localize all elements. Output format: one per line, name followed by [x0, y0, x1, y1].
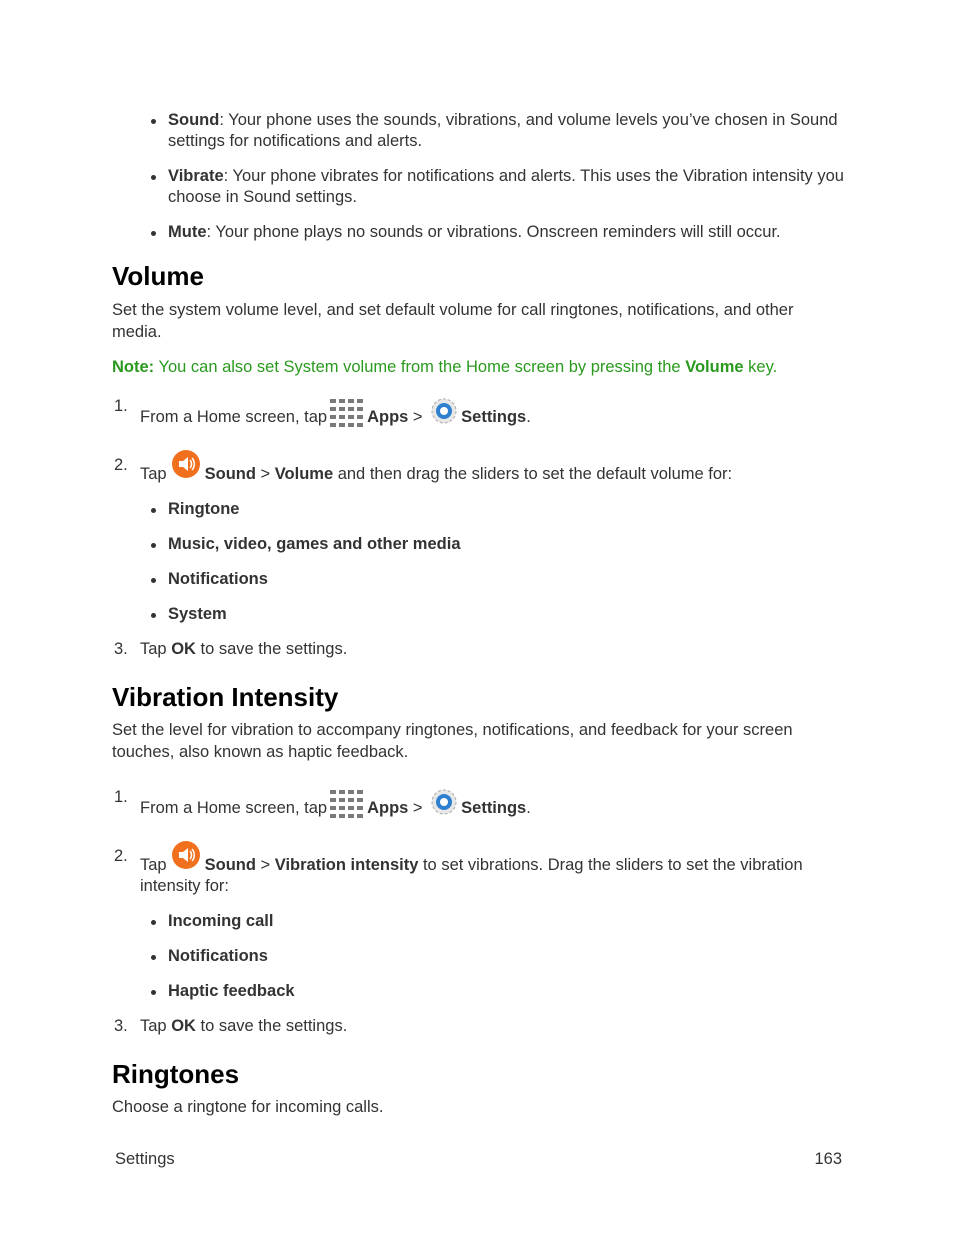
ringtones-description: Choose a ringtone for incoming calls.: [112, 1098, 384, 1116]
page-number: 163: [814, 1150, 842, 1168]
sound-icon: [171, 840, 201, 870]
bullet-mute: Mute: Your phone plays no sounds or vibrations. Onscreen reminders will still occur.: [112, 222, 844, 243]
vibration-step-2: 2. Tap Sound > Vibration intensity to set vibrations. Drag the sliders to set the vibration intensity for:: [112, 846, 844, 897]
bullet-sound: Sound: Your phone uses the sounds, vibrations, and volume levels you’ve chosen in Sound settings for notifications and alerts.: [112, 110, 844, 152]
volume-options-list: [112, 499, 844, 625]
list-item: Notifications: [112, 569, 844, 590]
vibration-options-list: [112, 911, 844, 1002]
bullet-vibrate: Vibrate: Your phone vibrates for notifications and alerts. This uses the Vibration intensity you choose in Sound settings.: [112, 166, 844, 208]
footer-section: Settings: [115, 1150, 175, 1168]
volume-step-1: 1. From a Home screen, tap Apps > Settings.: [112, 396, 844, 428]
page-content: [112, 110, 844, 1118]
vibration-description: Set the level for vibration to accompany ringtones, notifications, and feedback for your screen touches, also known as haptic feedback.: [112, 721, 793, 761]
list-item: Haptic feedback: [112, 981, 844, 1002]
apps-icon: [329, 398, 365, 430]
volume-description: Set the system volume level, and set default volume for call ringtones, notifications, and other media.: [112, 301, 794, 341]
vibration-step-3: 3. Tap OK to save the settings.: [114, 1017, 348, 1035]
apps-icon: [329, 789, 365, 821]
list-item: Notifications: [112, 946, 844, 967]
list-item: Incoming call: [112, 911, 844, 932]
volume-note: Note: You can also set System volume from the Home screen by pressing the Volume key.: [112, 358, 778, 376]
heading-volume: Volume: [112, 261, 204, 291]
volume-step-2: 2. Tap Sound > Volume and then drag the sliders to set the default volume for:: [112, 455, 844, 485]
sound-icon: [171, 449, 201, 479]
list-item: System: [112, 604, 844, 625]
page-footer: [115, 1150, 842, 1169]
list-item: Ringtone: [112, 499, 844, 520]
heading-vibration-intensity: Vibration Intensity: [112, 682, 339, 712]
settings-icon: [429, 787, 459, 817]
list-item: Music, video, games and other media: [112, 534, 844, 555]
heading-ringtones: Ringtones: [112, 1059, 240, 1089]
vibration-step-1: 1. From a Home screen, tap Apps > Settings.: [112, 787, 844, 819]
volume-step-3: 3. Tap OK to save the settings.: [114, 640, 348, 658]
settings-icon: [429, 396, 459, 426]
